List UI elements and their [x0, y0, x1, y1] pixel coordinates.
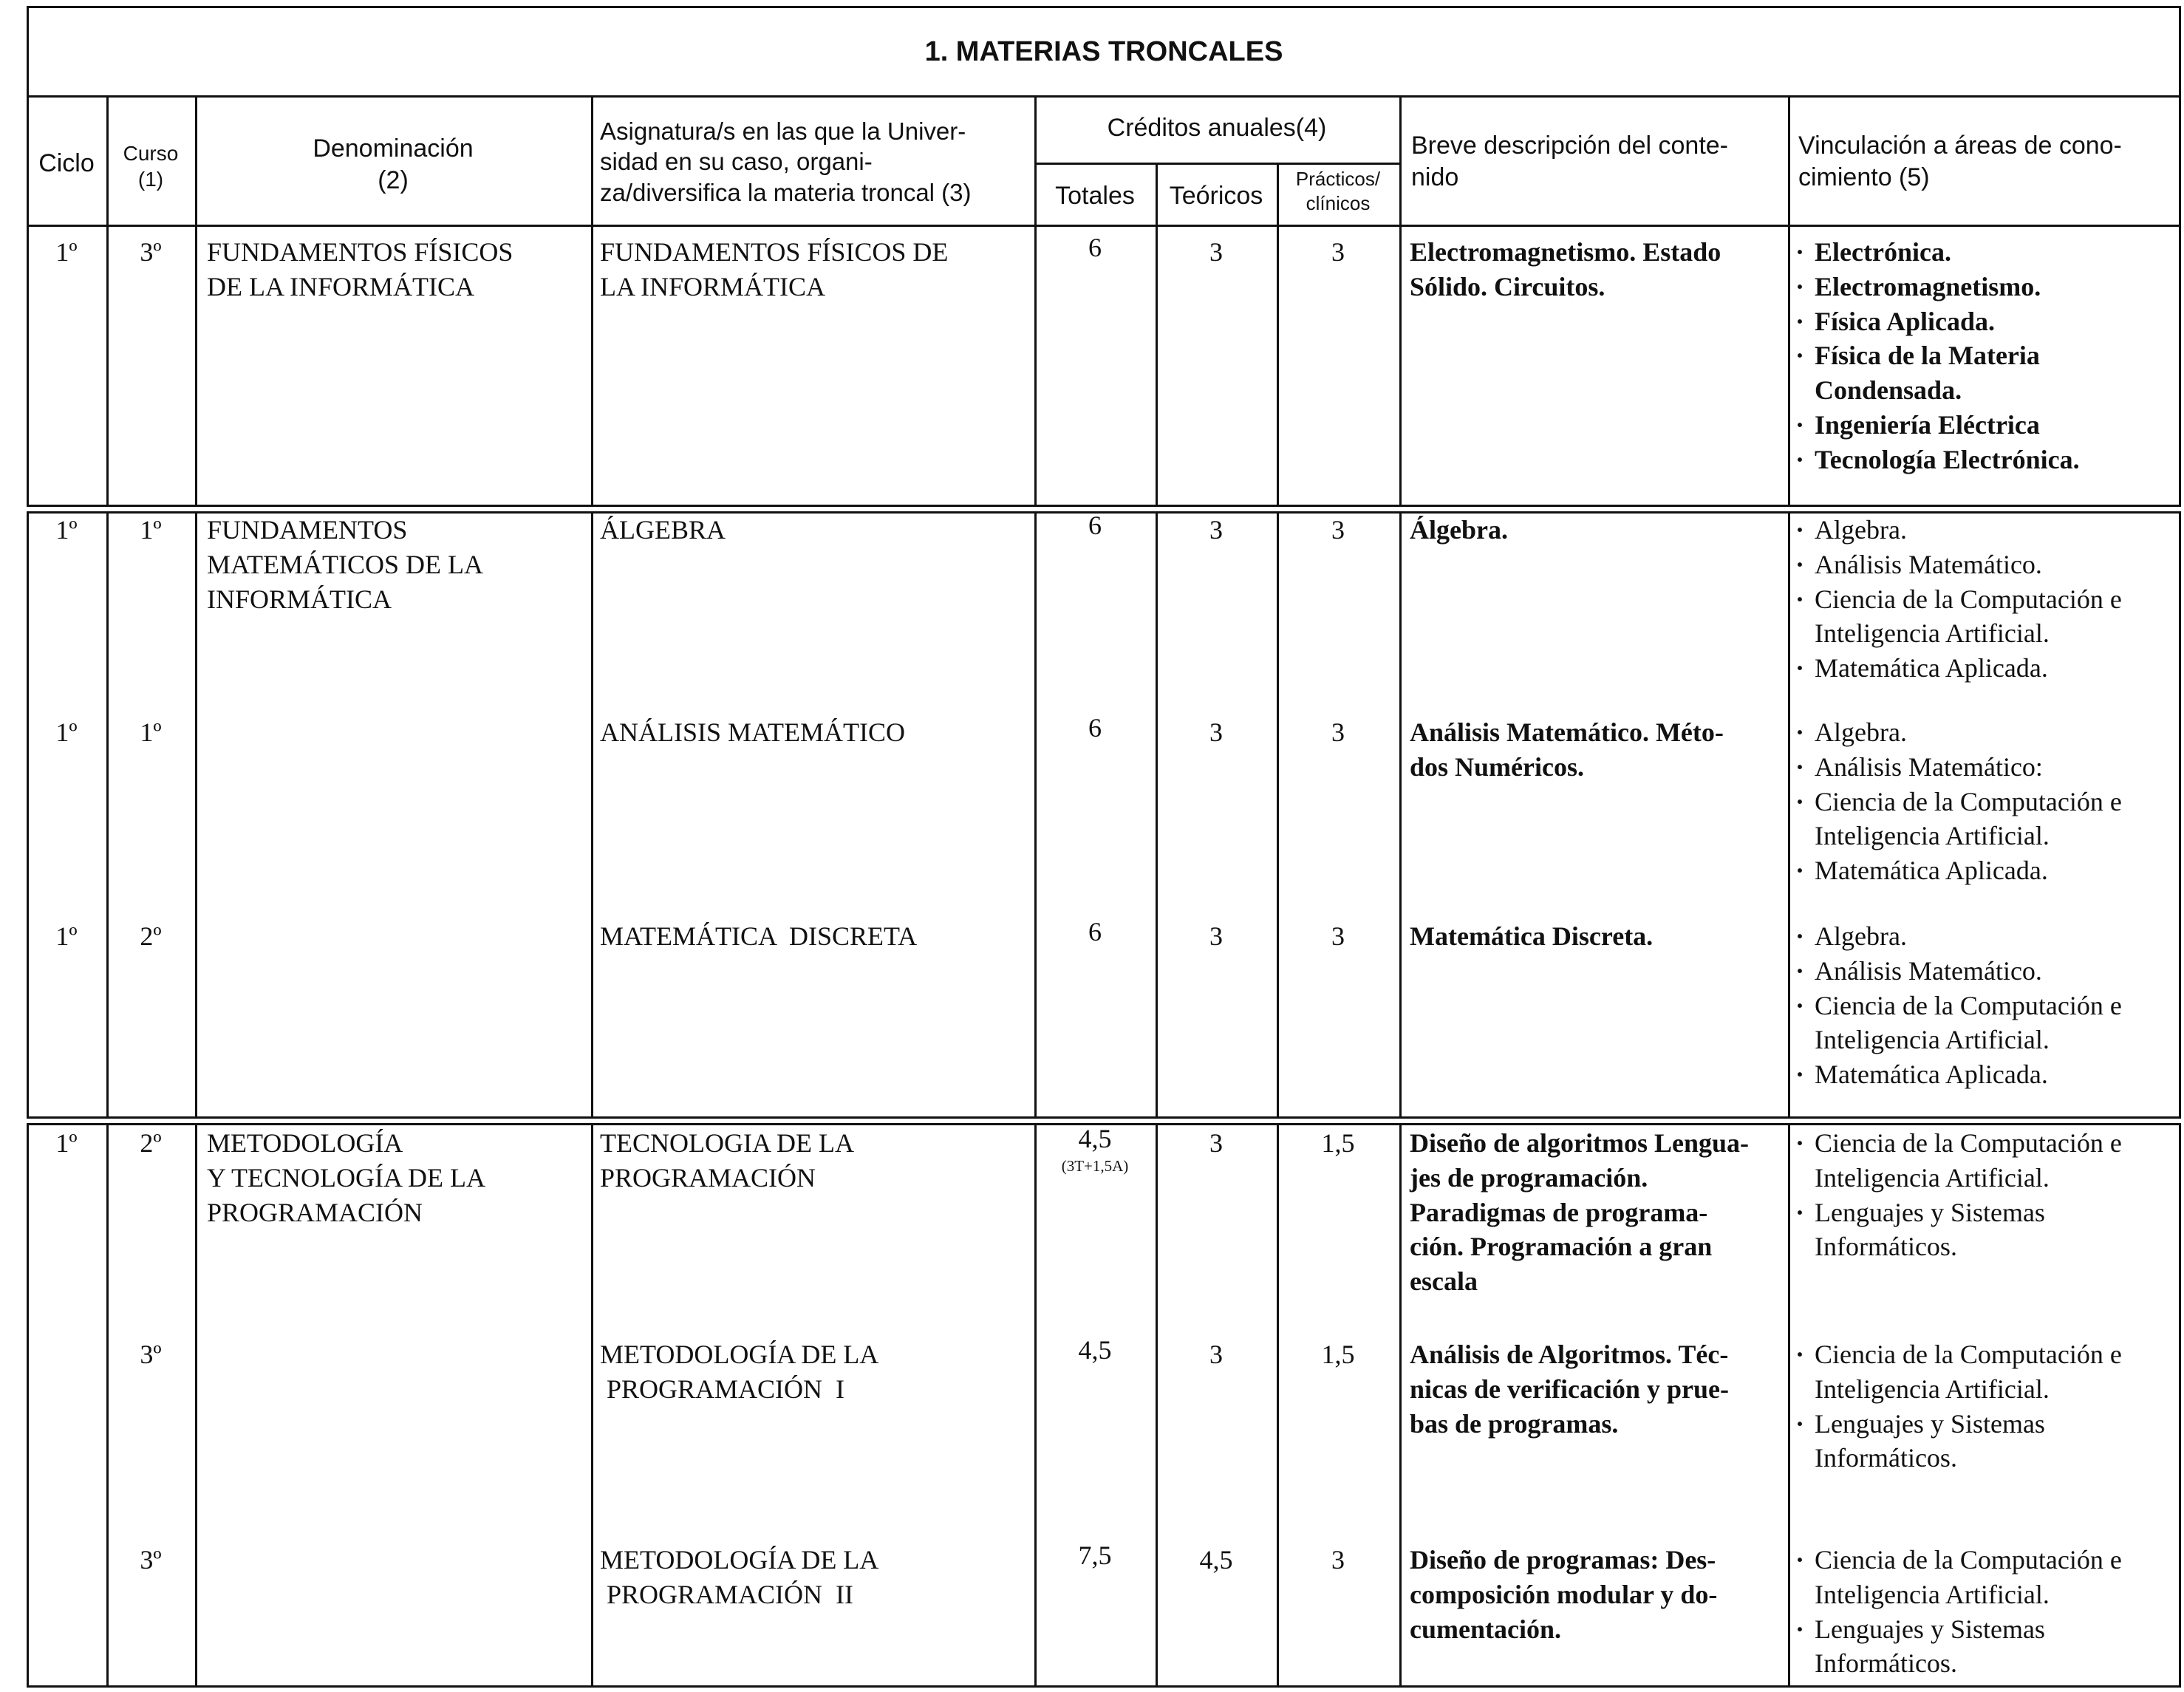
ciclo-cell: 1º	[55, 717, 78, 747]
descripcion-line: Matemática Discreta.	[1410, 921, 1654, 951]
totales-value: 6	[1088, 917, 1102, 946]
ciclo-cell: 1º	[55, 237, 78, 267]
column-rule	[195, 511, 197, 1119]
area-item: · Matemática Aplicada.	[1792, 1057, 2171, 1092]
header-asignaturas: Asignatura/s en las que la Univer- sidad en su caso, organi- za/diversifica la materia troncal (3)	[600, 117, 972, 206]
asignatura-line: PROGRAMACIÓN	[600, 1162, 816, 1193]
area-item: · Algebra.	[1792, 715, 2171, 750]
area-item: · Lenguajes y Sistemas Informáticos.	[1792, 1612, 2171, 1682]
area-item: · Ingeniería Eléctrica	[1792, 408, 2171, 443]
descripcion-line: composición modular y do-	[1410, 1579, 1718, 1609]
denominacion-line: DE LA INFORMÁTICA	[207, 271, 475, 301]
asignatura-line: TECNOLOGIA DE LA	[600, 1128, 854, 1158]
column-rule	[1034, 1123, 1037, 1688]
asignatura-line: MATEMÁTICA DISCRETA	[600, 921, 918, 951]
column-rule	[1277, 511, 1279, 1119]
practicos-cell: 1,5	[1321, 1340, 1355, 1369]
column-rule	[591, 511, 593, 1119]
areas-list	[1792, 513, 2171, 686]
header-practicos: Prácticos/ clínicos	[1295, 168, 1381, 214]
header-rule	[1399, 95, 1402, 227]
header-descripcion: Breve descripción del conte- nido	[1411, 132, 1729, 191]
area-item: · Electrónica.	[1792, 235, 2171, 270]
ciclo-cell: 1º	[55, 515, 78, 545]
asignatura-line: LA INFORMÁTICA	[600, 271, 826, 301]
areas-cell	[1792, 235, 2171, 477]
descripcion-cell	[1410, 1337, 1782, 1441]
totales-cell	[1034, 711, 1156, 746]
descripcion-line: Diseño de algoritmos Lengua-	[1410, 1128, 1749, 1158]
totales-cell	[1034, 508, 1156, 543]
curso-cell: 3º	[140, 1340, 162, 1369]
curso-cell: 1º	[140, 717, 162, 747]
column-rule	[1034, 511, 1037, 1119]
areas-cell	[1792, 1337, 2171, 1476]
totales-cell	[1034, 231, 1156, 265]
column-rule	[195, 1123, 197, 1688]
area-item: · Ciencia de la Computación e Inteligencia Artificial.	[1792, 989, 2171, 1058]
header-rule	[1788, 95, 1790, 227]
teoricos-cell: 4,5	[1199, 1545, 1233, 1575]
teoricos-cell: 3	[1209, 237, 1223, 267]
column-rule	[1156, 511, 1158, 1119]
practicos-cell: 3	[1331, 717, 1345, 747]
denominacion-cell	[207, 1126, 585, 1229]
column-rule	[1788, 511, 1790, 1119]
asignatura-line: PROGRAMACIÓN I	[600, 1374, 845, 1404]
denominacion-cell	[207, 513, 585, 616]
totales-note: (3T+1,5A)	[1061, 1156, 1129, 1175]
teoricos-cell: 3	[1209, 717, 1223, 747]
totales-value: 6	[1088, 713, 1102, 743]
header-rule	[106, 95, 109, 227]
curso-cell: 1º	[140, 515, 162, 545]
totales-cell	[1034, 915, 1156, 949]
asignatura-line: ÁLGEBRA	[600, 515, 726, 545]
descripcion-line: Análisis de Algoritmos. Téc-	[1410, 1340, 1729, 1369]
practicos-cell: 3	[1331, 515, 1345, 545]
practicos-cell: 3	[1331, 237, 1345, 267]
column-rule	[1788, 1123, 1790, 1688]
asignatura-cell	[600, 715, 1028, 750]
areas-cell	[1792, 513, 2171, 686]
descripcion-line: bas de programas.	[1410, 1408, 1619, 1439]
area-item: · Ciencia de la Computación e Inteligencia Artificial.	[1792, 1543, 2171, 1612]
areas-list	[1792, 1126, 2171, 1264]
area-item: · Análisis Matemático.	[1792, 954, 2171, 989]
header-rule	[1277, 163, 1279, 227]
asignatura-cell	[600, 1543, 1028, 1612]
totales-value: 6	[1088, 233, 1102, 262]
area-item: · Ciencia de la Computación e Inteligencia Artificial.	[1792, 1337, 2171, 1407]
descripcion-cell	[1410, 1126, 1782, 1299]
column-rule	[1034, 225, 1037, 507]
area-item: · Matemática Aplicada.	[1792, 651, 2171, 686]
denominacion-line: FUNDAMENTOS FÍSICOS	[207, 237, 513, 267]
column-rule	[1399, 225, 1402, 507]
areas-cell	[1792, 919, 2171, 1092]
header-rule	[591, 95, 593, 227]
area-item: · Electromagnetismo.	[1792, 270, 2171, 304]
teoricos-cell: 3	[1209, 515, 1223, 545]
descripcion-line: ción. Programación a gran	[1410, 1232, 1713, 1262]
ciclo-cell: 1º	[55, 921, 78, 951]
areas-cell	[1792, 1126, 2171, 1264]
areas-list	[1792, 1337, 2171, 1476]
practicos-cell: 1,5	[1321, 1128, 1355, 1158]
practicos-cell: 3	[1331, 1545, 1345, 1575]
descripcion-line: Diseño de programas: Des-	[1410, 1545, 1716, 1575]
column-rule	[1399, 511, 1402, 1119]
area-item: · Algebra.	[1792, 919, 2171, 954]
asignatura-cell	[600, 919, 1028, 954]
curso-cell: 2º	[140, 921, 162, 951]
descripcion-cell	[1410, 715, 1782, 785]
teoricos-cell: 3	[1209, 1340, 1223, 1369]
column-rule	[106, 511, 109, 1119]
denominacion-line: Y TECNOLOGÍA DE LA	[207, 1162, 485, 1193]
asignatura-cell	[600, 235, 1028, 304]
descripcion-cell	[1410, 1543, 1782, 1646]
descripcion-line: dos Numéricos.	[1410, 751, 1584, 782]
areas-list	[1792, 919, 2171, 1092]
asignatura-line: FUNDAMENTOS FÍSICOS DE	[600, 237, 949, 267]
asignatura-line: METODOLOGÍA DE LA	[600, 1340, 879, 1369]
area-item: · Ciencia de la Computación e Inteligencia Artificial.	[1792, 582, 2171, 652]
header-totales: Totales	[1055, 182, 1135, 210]
descripcion-line: escala	[1410, 1266, 1478, 1297]
asignatura-line: PROGRAMACIÓN II	[600, 1579, 854, 1609]
descripcion-line: Sólido. Circuitos.	[1410, 271, 1605, 301]
totales-value: 4,5	[1078, 1124, 1112, 1153]
column-rule	[106, 1123, 109, 1688]
header-curso: Curso (1)	[123, 142, 179, 191]
areas-list	[1792, 715, 2171, 888]
denominacion-line: MATEMÁTICOS DE LA	[207, 549, 483, 579]
area-item: · Lenguajes y Sistemas Informáticos.	[1792, 1195, 2171, 1265]
column-rule	[1156, 1123, 1158, 1688]
header-rule	[195, 95, 197, 227]
totales-cell	[1034, 1538, 1156, 1573]
asignatura-cell	[600, 513, 1028, 547]
area-item: · Física Aplicada.	[1792, 304, 2171, 339]
teoricos-cell: 3	[1209, 921, 1223, 951]
areas-list	[1792, 235, 2171, 477]
area-item: · Matemática Aplicada.	[1792, 853, 2171, 888]
denominacion-cell	[207, 235, 585, 304]
practicos-cell: 3	[1331, 921, 1345, 951]
table-title: 1. MATERIAS TRONCALES	[27, 6, 2181, 98]
column-rule	[591, 1123, 593, 1688]
header-teoricos: Teóricos	[1169, 182, 1263, 210]
areas-list	[1792, 1543, 2171, 1681]
column-rule	[195, 225, 197, 507]
totales-value: 6	[1088, 511, 1102, 540]
area-item: · Lenguajes y Sistemas Informáticos.	[1792, 1407, 2171, 1476]
descripcion-line: Álgebra.	[1410, 515, 1508, 545]
area-item: · Ciencia de la Computación e Inteligencia Artificial.	[1792, 785, 2171, 854]
curso-cell: 3º	[140, 237, 162, 267]
asignatura-cell	[600, 1337, 1028, 1407]
denominacion-line: PROGRAMACIÓN	[207, 1197, 423, 1227]
header-rule	[1034, 163, 1399, 165]
totales-value: 4,5	[1078, 1335, 1112, 1365]
descripcion-line: Paradigmas de programa-	[1410, 1197, 1708, 1227]
descripcion-cell	[1410, 235, 1782, 304]
area-item: · Física de la Materia Condensada.	[1792, 338, 2171, 408]
header-vinculacion: Vinculación a áreas de cono- cimiento (5)	[1798, 132, 2122, 191]
area-item: · Ciencia de la Computación e Inteligencia Artificial.	[1792, 1126, 2171, 1195]
teoricos-cell: 3	[1209, 1128, 1223, 1158]
descripcion-cell	[1410, 513, 1782, 547]
area-item: · Análisis Matemático:	[1792, 750, 2171, 785]
denominacion-line: FUNDAMENTOS	[207, 515, 408, 545]
header-rule	[1156, 163, 1158, 227]
totales-value: 7,5	[1078, 1541, 1112, 1570]
asignatura-line: ANÁLISIS MATEMÁTICO	[600, 717, 905, 747]
ciclo-cell: 1º	[55, 1128, 78, 1158]
denominacion-line: INFORMÁTICA	[207, 584, 392, 614]
areas-cell	[1792, 715, 2171, 888]
header-creditos: Créditos anuales(4)	[1107, 114, 1327, 142]
column-rule	[591, 225, 593, 507]
area-item: · Algebra.	[1792, 513, 2171, 547]
descripcion-line: jes de programación.	[1410, 1162, 1648, 1193]
descripcion-cell	[1410, 919, 1782, 954]
totales-cell	[1034, 1333, 1156, 1368]
descripcion-line: nicas de verificación y prue-	[1410, 1374, 1729, 1404]
column-rule	[1277, 1123, 1279, 1688]
areas-cell	[1792, 1543, 2171, 1681]
denominacion-line: METODOLOGÍA	[207, 1128, 403, 1158]
column-rule	[1399, 1123, 1402, 1688]
area-item: · Análisis Matemático.	[1792, 547, 2171, 582]
totales-cell	[1034, 1122, 1156, 1176]
header-denominacion: Denominación (2)	[313, 134, 474, 194]
descripcion-line: Electromagnetismo. Estado	[1410, 237, 1721, 267]
descripcion-line: Análisis Matemático. Méto-	[1410, 717, 1724, 747]
area-item: · Tecnología Electrónica.	[1792, 443, 2171, 477]
curso-cell: 2º	[140, 1128, 162, 1158]
column-rule	[1788, 225, 1790, 507]
asignatura-line: METODOLOGÍA DE LA	[600, 1545, 879, 1575]
descripcion-line: cumentación.	[1410, 1614, 1561, 1644]
header-rule	[1034, 95, 1037, 227]
asignatura-cell	[600, 1126, 1028, 1195]
header-ciclo: Ciclo	[38, 149, 95, 177]
curso-cell: 3º	[140, 1545, 162, 1575]
